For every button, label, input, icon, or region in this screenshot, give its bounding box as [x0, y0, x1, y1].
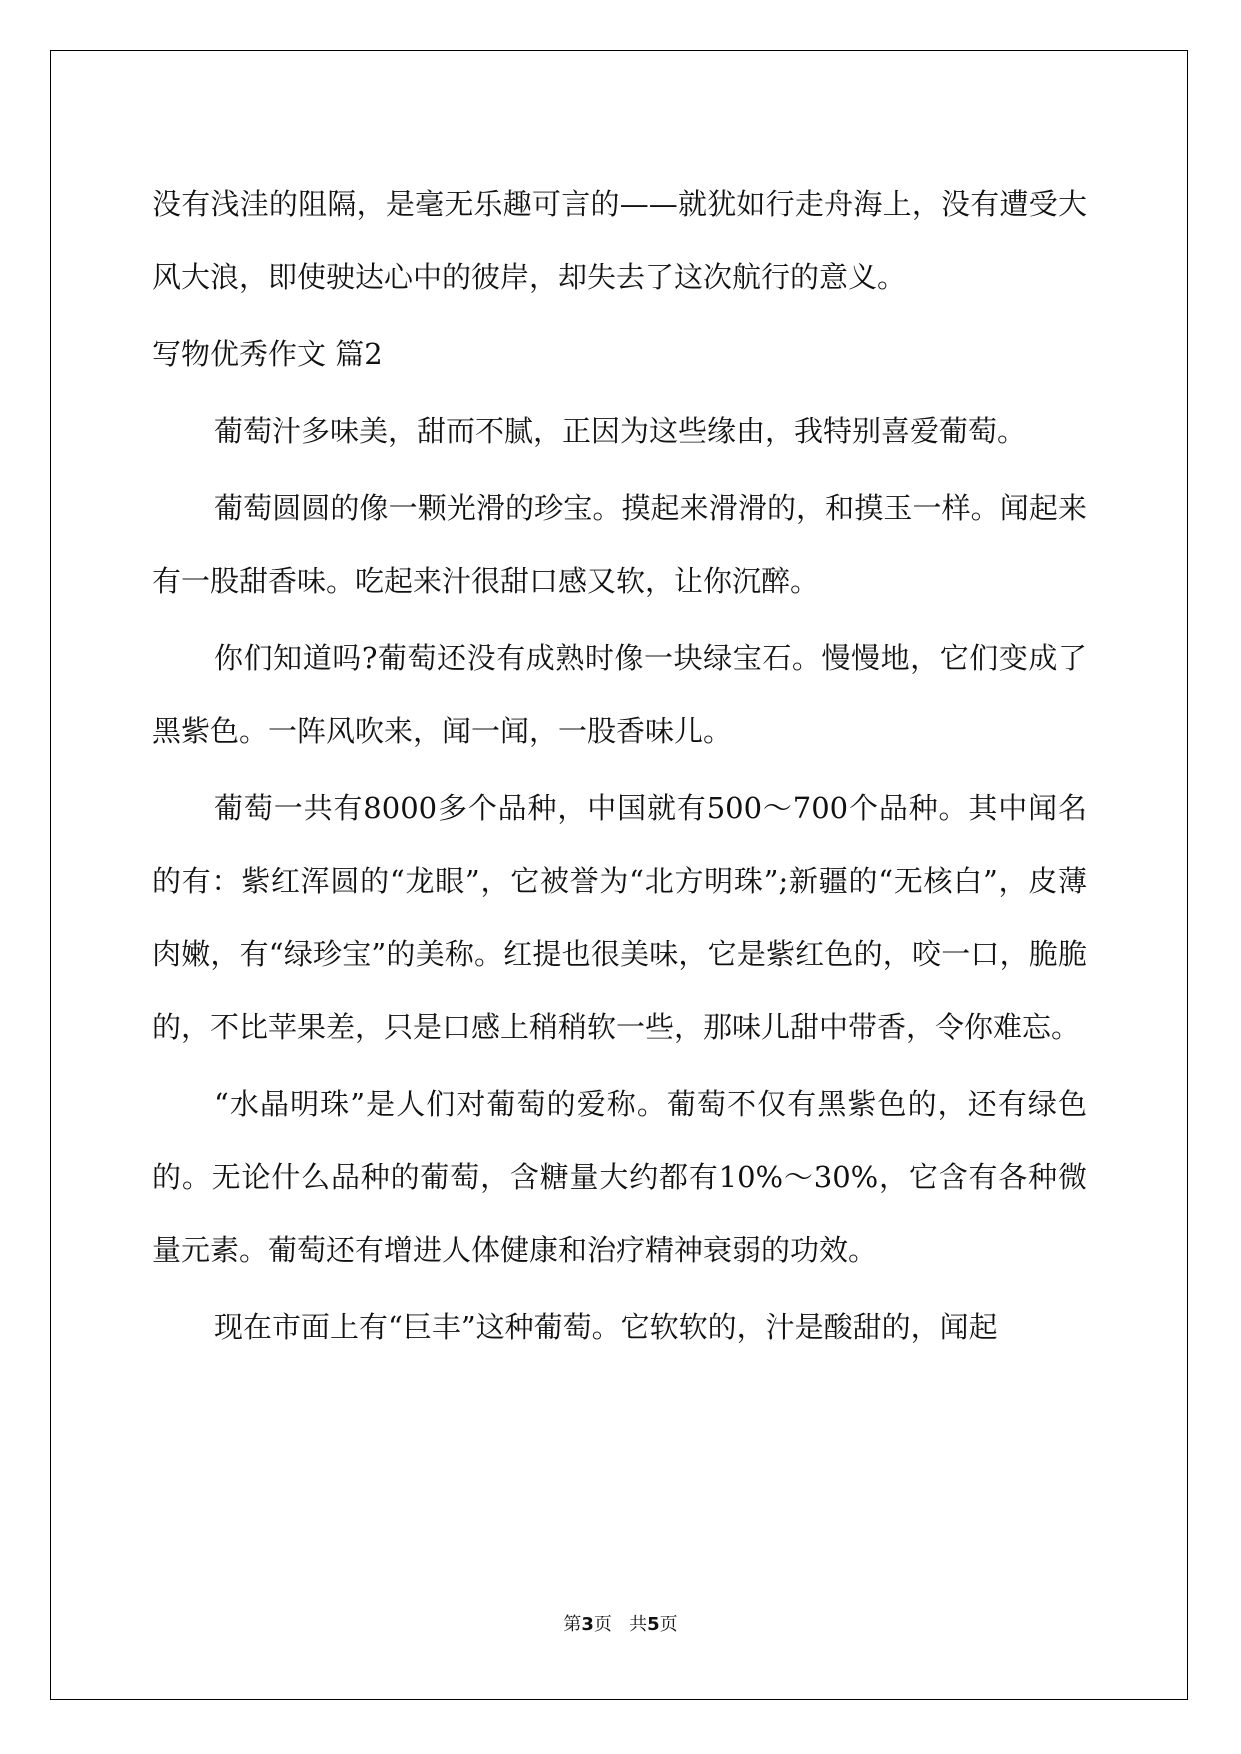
paragraph: 葡萄汁多味美，甜而不腻，正因为这些缘由，我特别喜爱葡萄。 [214, 414, 1027, 448]
total-prefix: 共 [629, 1614, 648, 1635]
total-suffix: 页 [659, 1614, 678, 1635]
section-heading: 写物优秀作文 篇2 [152, 337, 383, 371]
page-footer [0, 1610, 1241, 1636]
page-number: 3 [581, 1614, 594, 1635]
paragraph-continuation: 没有浅洼的阻隔，是毫无乐趣可言的——就犹如行走舟海上，没有遭受大风大浪，即使驶达心中的彼岸，却失去了这次航行的意义。 [152, 187, 1087, 294]
paragraph: 现在市面上有“巨丰”这种葡萄。它软软的，汁是酸甜的，闻起 [214, 1310, 998, 1344]
paragraph: 葡萄一共有8000多个品种，中国就有500～700个品种。其中闻名的有：紫红浑圆的“龙眼”，它被誉为“北方明珠”;新疆的“无核白”，皮薄肉嫩，有“绿珍宝”的美称。红提也很美味，它是紫红色的，咬一口，脆脆的，不比苹果差，只是口感上稍稍软一些，那味儿甜中带香，令你难忘。 [152, 791, 1087, 1044]
paragraph: 你们知道吗?葡萄还没有成熟时像一块绿宝石。慢慢地，它们变成了黑紫色。一阵风吹来，闻一闻，一股香味儿。 [152, 641, 1087, 748]
page-suffix: 页 [593, 1614, 612, 1635]
paragraph: 葡萄圆圆的像一颗光滑的珍宝。摸起来滑滑的，和摸玉一样。闻起来有一股甜香味。吃起来汁很甜口感又软，让你沉醉。 [152, 491, 1087, 598]
total-pages: 5 [647, 1614, 660, 1635]
page-prefix: 第 [563, 1614, 582, 1635]
document-body [152, 168, 1087, 1368]
paragraph: “水晶明珠”是人们对葡萄的爱称。葡萄不仅有黑紫色的，还有绿色的。无论什么品种的葡萄，含糖量大约都有10%～30%，它含有各种微量元素。葡萄还有增进人体健康和治疗精神衰弱的功效。 [152, 1087, 1087, 1267]
